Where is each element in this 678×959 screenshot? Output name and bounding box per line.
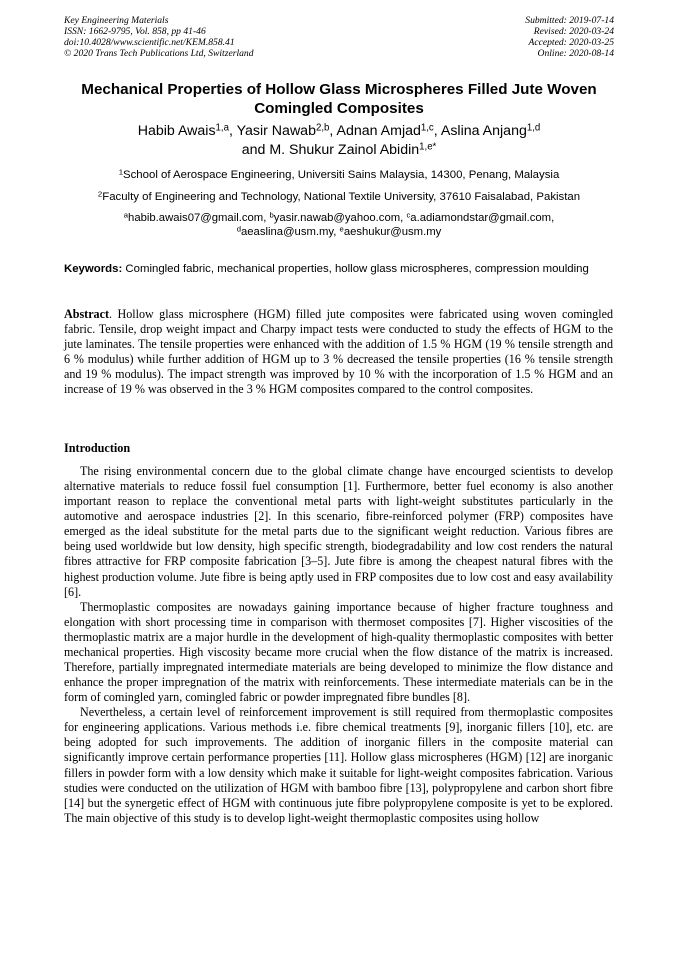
email-sup: c bbox=[406, 210, 411, 220]
email-line-2: $^d$aeaslina@usm.my, $^e$aeshukur@usm.my bbox=[236, 224, 442, 238]
author-sup: 2,b bbox=[315, 122, 330, 134]
revised-date: Revised: 2020-03-24 bbox=[533, 26, 614, 37]
author-name: Aslina Anjang bbox=[440, 123, 527, 139]
keywords-label: Keywords: bbox=[64, 263, 123, 275]
affiliation-sup: 1 bbox=[118, 167, 124, 177]
email-address[interactable]: habib.awais07@gmail.com bbox=[128, 212, 264, 224]
dates-header bbox=[525, 15, 614, 59]
email-address[interactable]: aeshukur@usm.my bbox=[343, 226, 442, 238]
affiliation-1 bbox=[40, 168, 638, 182]
title-line-1: Mechanical Properties of Hollow Glass Microspheres Filled Jute Woven bbox=[81, 81, 597, 98]
author-name: M. Shukur Zainol Abidin bbox=[269, 142, 420, 158]
author-sup: 1,c bbox=[420, 122, 434, 134]
author-sup: 1,d bbox=[526, 122, 541, 134]
journal-name: Key Engineering Materials bbox=[64, 15, 169, 26]
email-sup: b bbox=[269, 210, 274, 220]
affiliation-text: School of Aerospace Engineering, Universiti Sains Malaysia, 14300, Penang, Malaysia bbox=[123, 169, 560, 181]
abstract-text: Hollow glass microsphere (HGM) filled jute composites were fabricated using woven comingled fabric. Tensile, drop weight impact and Charpy impact tests were conducted to study the effects of HGM to the jute laminates. The tensile properties were enhanced with the addition of 1.5 % HGM (19 % tensile strength and 6 % modulus) while further addition of HGM up to 3 % decreased the tensile properties (16 % tensile strength and 19 % modulus). The impact strength was improved by 10 % with the incorporation of 1.5 % HGM and an increase of 19 % was observed in the 3 % HGM composites compared to the control composites. bbox=[64, 307, 614, 397]
author-sup: 1,e* bbox=[419, 141, 437, 153]
accepted-date: Accepted: 2020-03-25 bbox=[528, 37, 614, 48]
affiliation-text: Faculty of Engineering and Technology, National Textile University, 37610 Faisalabad, Pakistan bbox=[102, 191, 581, 203]
title-line-2: Comingled Composites bbox=[254, 100, 424, 117]
email-sup: d bbox=[236, 224, 241, 234]
introduction-heading: Introduction bbox=[64, 441, 131, 455]
abstract-section: Abstract. Hollow glass microsphere (HGM) filled jute composites were fabricated using woven comingled fabric. Tensile, drop weight impact and Charpy impact tests were conducted to study the effects of HGM to the jute laminates. The tensile properties were enhanced with the addition of 1.5 % HGM (19 % tensile strength and 6 % modulus) while further addition of HGM up to 3 % decreased the tensile properties (16 % tensile strength and 19 % modulus). The impact strength was improved by 10 % with the incorporation of 1.5 % HGM and an increase of 19 % was observed in the 3 % HGM composites compared to the control composites. bbox=[64, 307, 614, 397]
author-name: Yasir Nawab bbox=[236, 123, 316, 139]
submitted-date: Submitted: 2019-07-14 bbox=[525, 15, 614, 26]
paragraph: Nevertheless, a certain level of reinforcement improvement is still required from thermoplastic composites for engineering applications. Various methods i.e. fibre chemical treatments [9], inorganic fillers [10], etc. are being adopted for such improvements. The addition of inorganic fillers in the composite material can significantly improve certain performance properties [11]. Hollow glass microspheres (HGM) [12] are inorganic fillers in powder form with a low density which make it suitable for light-weight composites fabrication. Various studies were conducted on the utilization of HGM with bamboo fibre [13], polypropylene and carbon short fibre [14] but the synergetic effect of HGM with continuous jute fibre polypropylene composite is yet to be explored. The main objective of this study is to develop light-weight thermoplastic composites using hollow bbox=[64, 705, 613, 825]
author-line-2 bbox=[60, 141, 618, 160]
abstract-label: Abstract bbox=[64, 307, 110, 321]
affiliation-2 bbox=[40, 190, 638, 204]
author-sup: 1,a bbox=[215, 122, 229, 134]
affiliation-sup: 2 bbox=[97, 189, 103, 199]
email-address[interactable]: yasir.nawab@yahoo.com bbox=[273, 212, 401, 224]
email-sup: a bbox=[123, 210, 129, 220]
journal-doi: doi:10.4028/www.scientific.net/KEM.858.41 bbox=[64, 37, 235, 48]
keywords-text: Comingled fabric, mechanical properties, hollow glass microspheres, compression moulding bbox=[125, 263, 589, 275]
keywords-section bbox=[64, 262, 613, 276]
author-name: Habib Awais bbox=[137, 123, 216, 139]
online-date: Online: 2020-08-14 bbox=[537, 48, 614, 59]
paper-title bbox=[60, 80, 618, 118]
email-address[interactable]: aeaslina@usm.my bbox=[240, 226, 334, 238]
author-conjunction: and bbox=[241, 142, 266, 158]
author-name: Adnan Amjad bbox=[336, 123, 421, 139]
email-address[interactable]: a.adiamondstar@gmail.com bbox=[410, 212, 552, 224]
paragraph: The rising environmental concern due to the global climate change have encourged scientists to develop alternative materials to reduce fossil fuel consumption [1]. Furthermore, better fuel economy is also another important reason to replace the conventional metal parts with light-weight substitutes particularly in the automotive and aerospace industries [2]. In this scenario, fibre-reinforced polymer (FRP) composites have emerged as the ideal substitute for the metal parts due to the significant weight reduction. Various fibres are being used worldwide but low density, high specific strength, biodegradability and low cost renders the natural fibres attractive for FRP composite fabrication [3–5]. Jute fibre is among the cheapest natural fibres with the highest production volume. Jute fibre is being aptly used in FRP composites due to low cost and easy availability [6]. bbox=[64, 464, 613, 599]
author-line-1: Habib Awais$^{1,a}$, Yasir Nawab$^{2,b}$, Adnan Amjad$^{1,c}$, Aslina Anjang$^{1,d}$ bbox=[137, 122, 541, 139]
email-list bbox=[60, 211, 618, 239]
journal-info-header bbox=[64, 15, 254, 59]
email-sup: e bbox=[339, 224, 344, 234]
journal-issn: ISSN: 1662-9795, Vol. 858, pp 41-46 bbox=[64, 26, 206, 37]
email-line-1: $^a$habib.awais07@gmail.com, $^b$yasir.nawab@yahoo.com, $^c$a.adiamondstar@gmail.com, bbox=[123, 210, 555, 224]
author-list bbox=[60, 122, 618, 160]
introduction-body bbox=[64, 464, 613, 826]
paragraph: Thermoplastic composites are nowadays gaining importance because of higher fracture toughness and elongation with short processing time in comparison with thermoset composites [7]. Higher viscosities of the thermoplastic matrix are a major hurdle in the development of high-quality thermoplastic composites with better mechanical properties. High viscosity became more crucial when the flow distance of the matrix is increased. Therefore, partially impregnated intermediate materials are being developed to minimize the flow distance and enhance the proper impregnation of the matrix with reinforcements. These intermediate materials can be in the form of comingled yarn, comingled fabric or powder impregnated fibre bundles [8]. bbox=[64, 599, 613, 705]
journal-copyright: © 2020 Trans Tech Publications Ltd, Switzerland bbox=[64, 48, 254, 59]
